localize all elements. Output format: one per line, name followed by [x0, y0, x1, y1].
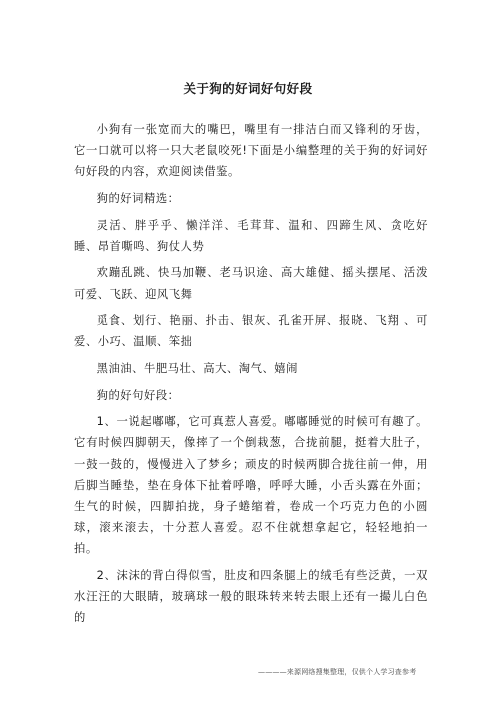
word-list-paragraph: 黑油油、牛肥马壮、高大、淘气、嬉闹: [96, 361, 298, 375]
section-heading-sentences: 狗的好句好段：: [96, 388, 180, 402]
document-body: [74, 119, 428, 634]
section-heading-words: 狗的好词精选：: [96, 192, 180, 205]
footer-source-note: ————来源网络搜集整理，仅供个人学习查参考: [258, 668, 417, 676]
document-title: 关于狗的好词好句好段: [183, 81, 313, 96]
word-list-paragraph: 觅食、划行、艳丽、扑击、银灰、孔雀开屏、报晓、飞翔 、可爱、小巧、温顺、笨拙: [74, 314, 428, 349]
body-paragraph-intro: 小狗有一张宽而大的嘴巴，嘴里有一排洁白而又锋利的牙齿，它一口就可以将一只大老鼠咬死!下面是小编整理的关于狗的好词好句好段的内容，欢迎阅读借鉴。: [74, 123, 428, 179]
word-list-paragraph: 欢蹦乱跳、快马加鞭、老马识途、高大雄健、摇头摆尾、活泼可爱、飞跃、迎风飞舞: [74, 266, 428, 301]
body-paragraph-example-2: 2、沫沫的背白得似雪，肚皮和四条腿上的绒毛有些泛黄，一双水汪汪的大眼睛，玻璃球一般的眼珠转来转去眼上还有一撮儿白色的: [74, 568, 428, 625]
body-paragraph-example-1: 1、一说起嘟嘟，它可真惹人喜爱。嘟嘟睡觉的时候可有趣了。它有时候四脚朝天，像摔了一个倒栽葱，合拢前腿，挺着大肚子，一鼓一鼓的，慢慢进入了梦乡；顽皮的时候两脚合拢往前一伸，用后脚当睡垫，垫在身体下扯着呼噜，呼呼大睡，小舌头露在外面；生气的时候，四脚拍拢，身子蜷缩着，卷成一个巧克力色的小圆球，滚来滚去，十分惹人喜爱。忍不住就想拿起它，轻轻地拍一拍。: [74, 415, 428, 556]
word-list-paragraph: 灵活、胖乎乎、懒洋洋、毛茸茸、温和、四蹄生风、贪吃好睡、昂首嘶鸣、狗仗人势: [74, 218, 428, 253]
